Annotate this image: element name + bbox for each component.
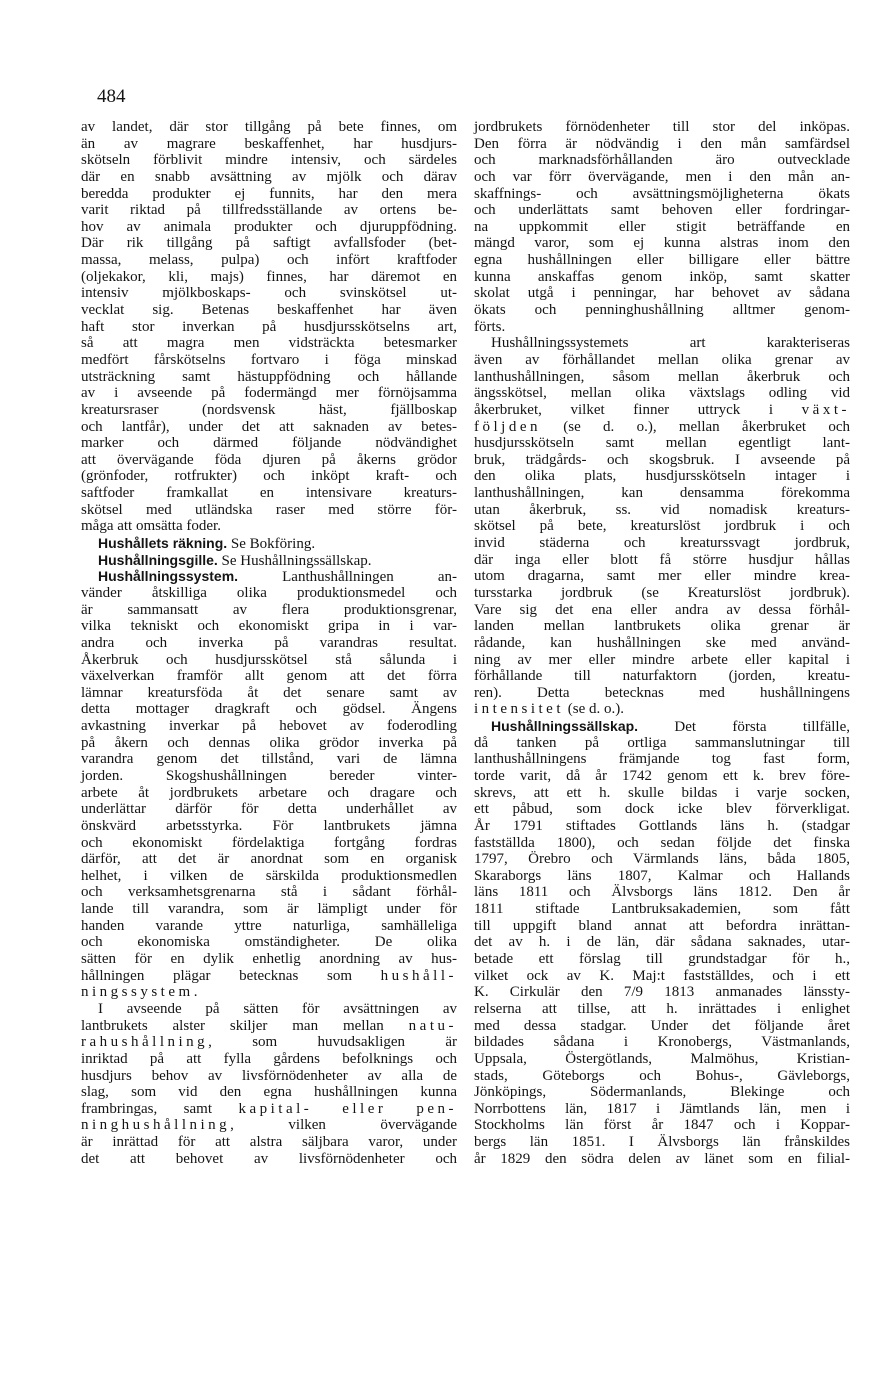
line-text: tursstarka jordbruk (se Kreaturslöst jordbruk). <box>474 584 850 601</box>
line-text: den olika plats, husdjursskötseln intager i <box>474 468 850 485</box>
text-line <box>81 319 457 336</box>
line-text: då tanken på ortliga sammanslutningar till <box>474 734 850 751</box>
text-line <box>474 252 850 269</box>
text-line <box>474 468 850 485</box>
text-line <box>81 685 457 702</box>
text-line <box>474 269 850 286</box>
text-line <box>474 884 850 901</box>
text-line <box>474 319 850 336</box>
line-text: slag, som vid den egna hushållningen kunna <box>81 1084 457 1101</box>
text-line <box>81 252 457 269</box>
entry-line <box>81 535 457 552</box>
text-line <box>474 785 850 802</box>
entry-line <box>81 568 457 585</box>
text-line <box>81 968 457 985</box>
line-text: Stockholms län först år 1847 och i Koppar- <box>474 1117 850 1134</box>
line-text: Där rik tillgång på saftigt avfallsfoder (bet- <box>81 235 457 252</box>
line-text: än av magrare beskaffenhet, har husdjurs- <box>81 135 457 152</box>
text-line <box>81 818 457 835</box>
line-text: torde varit, då år 1742 genom ett k. brev före- <box>474 767 850 784</box>
text-line <box>474 535 850 552</box>
line-text: skaffnings- och avsättningsmöjligheterna ökats <box>474 185 850 202</box>
text-line <box>474 901 850 918</box>
line-text: hållningen plägar betecknas som <box>81 967 381 984</box>
text-line <box>81 602 457 619</box>
spaced-term: kapital- eller pen- <box>238 1100 457 1117</box>
text-line <box>81 202 457 219</box>
text-line <box>474 585 850 602</box>
text-line <box>474 685 850 702</box>
text-line <box>474 1101 850 1118</box>
text-line <box>474 984 850 1001</box>
text-line <box>81 901 457 918</box>
text-line <box>474 352 850 369</box>
text-line <box>474 136 850 153</box>
line-text: på åkern och dennas olika grödor inverka på <box>81 734 457 751</box>
line-text: avkastning inverkar på hebovet av foderodling <box>81 718 457 735</box>
line-text: utsträckning samt hästuppfödning och hållande <box>81 368 457 385</box>
line-text: medfört fårskötselns fortvaro i föga minskad <box>81 351 457 368</box>
text-line <box>474 1051 850 1068</box>
line-text: (oljekakor, kli, majs) finnes, har däremot en <box>81 268 457 285</box>
line-text: lanthushållningens främjande tog fast form, <box>474 751 850 768</box>
text-line <box>474 1084 850 1101</box>
line-text: beredda produkter ej funnits, har den mera <box>81 185 457 202</box>
line-text: skrevs, att ett h. skulle bildas i varje socken, <box>474 784 850 801</box>
line-text: sätten för en dylik enhetlig anordning av hus- <box>81 951 457 968</box>
line-text: lande till varandra, som är lämpligt under för <box>81 901 457 918</box>
line-text: betade ett förslag till grundstadgar för h., <box>474 951 850 968</box>
line-text: Lanthushållningen an- <box>238 569 457 586</box>
line-text: Skaraborgs läns 1807, Kalmar och Hallands <box>474 867 850 884</box>
text-line <box>81 302 457 319</box>
text-line <box>474 868 850 885</box>
line-text: hov av animala produkter och djuruppfödning. <box>81 218 457 235</box>
line-text: K. Cirkulär den 7/9 1813 anmanades länssty- <box>474 984 850 1001</box>
text-column-left <box>81 119 457 1167</box>
line-text: vilket ock av K. Maj:t fastställdes, och i ett <box>474 967 850 984</box>
line-text: jordbrukets förnödenheter till stor del inköpas. <box>474 119 850 135</box>
line-text: vecklat sig. Betenas beskaffenhet har även <box>81 302 457 319</box>
text-line <box>474 1151 850 1168</box>
text-line <box>81 502 457 519</box>
line-text: utom dragarna, samt mer eller mindre krea- <box>474 568 850 585</box>
text-line <box>81 1084 457 1101</box>
text-line <box>81 485 457 502</box>
line-text: lämnar kreatursföda åt det senare samt av <box>81 684 457 701</box>
text-line <box>81 1151 457 1168</box>
text-line <box>474 1001 850 1018</box>
line-text: utan åkerbruk, ss. vid nomadisk kreaturs- <box>474 501 850 518</box>
line-text: År 1791 stiftades Gottlands läns h. (stadgar <box>474 817 850 834</box>
text-line <box>474 818 850 835</box>
line-text: år 1829 den södra delen av länet som en filial- <box>474 1150 850 1167</box>
page-number: 484 <box>97 86 126 107</box>
text-line <box>474 835 850 852</box>
text-line <box>474 851 850 868</box>
headword: Hushållningsgille. <box>98 551 218 568</box>
text-line <box>81 119 457 136</box>
text-line <box>474 502 850 519</box>
line-text: läns 1811 och Älvsborgs läns 1812. Den år <box>474 884 850 901</box>
text-line <box>474 652 850 669</box>
line-text: även av förhållandet mellan olika grenar av <box>474 351 850 368</box>
line-text: där en snabb avsättning av mjölk och därav <box>81 168 457 185</box>
line-text: Det första tillfälle, <box>638 719 850 736</box>
line-text-tail: , som huvudsakligen är <box>208 1034 457 1051</box>
text-line <box>474 202 850 219</box>
line-text: I avseende på sätten för avsättningen av <box>98 1000 457 1017</box>
text-line <box>81 402 457 419</box>
text-line <box>81 984 457 1001</box>
line-text: och var förr övervägande, men i den mån an- <box>474 168 850 185</box>
line-text: Hushållningssystemets art karakteriseras <box>491 335 850 352</box>
line-text: Den förra är nödvändig i den mån samfärdsel <box>474 135 850 152</box>
line-text: av i avseende på fodermängd mer förnöjsamma <box>81 385 457 402</box>
spaced-term: ningssystem <box>81 984 194 1001</box>
line-text: relserna att tillse, att h. inrättades i enlighet <box>474 1000 850 1017</box>
text-line <box>474 302 850 319</box>
line-text: så att magra men vidsträckta betesmarker <box>81 335 457 352</box>
line-text: med dessa stadgar. Under det följande året <box>474 1017 850 1034</box>
line-text: ren). Detta betecknas med hushållningens <box>474 684 850 701</box>
line-text: 1797, Örebro och Värmlands läns, båda 1805, <box>474 851 850 868</box>
line-text: ängsskötsel, mellan olika växtslags odling vid <box>474 385 850 402</box>
line-text: och lantfår), under det att saknaden av betes- <box>81 418 457 435</box>
line-text: att övervägande föda djuren på åkerns grödor <box>81 451 457 468</box>
line-text: Uppsala, Östergötlands, Malmöhus, Kristian- <box>474 1050 850 1067</box>
line-text: av landet, där stor tillgång på bete finnes, om <box>81 119 457 135</box>
line-text: bergs län 1851. I Älvsborgs län frånskildes <box>474 1134 850 1151</box>
text-line <box>81 934 457 951</box>
line-text: lantbrukets alster skiljer man mellan <box>81 1017 409 1034</box>
line-text: stads, Göteborgs och Bohus-, Gävleborgs, <box>474 1067 850 1084</box>
line-text: husdjurs behov av livsförnödenheter av alla de <box>81 1067 457 1084</box>
text-line <box>81 585 457 602</box>
text-line <box>474 186 850 203</box>
text-line <box>474 934 850 951</box>
text-line <box>474 219 850 236</box>
line-text: och underlättats samt behoven eller fordringar- <box>474 202 850 219</box>
line-text: och verksamhetsgrenarna stå i sådant förhål- <box>81 884 457 901</box>
headword: Hushållningssystem. <box>98 568 239 585</box>
spaced-term: rahushållning <box>81 1034 209 1051</box>
spaced-term: växt- <box>801 401 850 418</box>
line-text-tail: (se d. o.). <box>564 701 624 718</box>
text-line <box>81 1134 457 1151</box>
text-line <box>474 918 850 935</box>
line-text: varit riktad på tillfredsställande av ortens be- <box>81 202 457 219</box>
line-text: invid städerna och kreaturssvagt jordbruk, <box>474 535 850 552</box>
spaced-term: hushåll- <box>380 967 457 984</box>
line-text: na uppkommit eller stigit beträffande en <box>474 218 850 235</box>
text-line <box>81 1101 457 1118</box>
line-text: Åkerbruk och husdjursskötsel stå sålunda i <box>81 651 457 668</box>
text-line <box>81 369 457 386</box>
line-text: åkerbruket, vilket finner uttryck i <box>474 401 802 418</box>
line-text: Jönköpings, Södermanlands, Blekinge och <box>474 1084 850 1101</box>
text-line <box>81 1034 457 1051</box>
line-text: varandra genom det tillstånd, vari de lämna <box>81 751 457 768</box>
line-text: detta mottager dragkraft och gödsel. Ängens <box>81 701 457 718</box>
text-column-right <box>474 119 850 1167</box>
line-text: bruk, trädgårds- och skogsbruk. I avseende på <box>474 451 850 468</box>
text-line <box>81 152 457 169</box>
spaced-term: följden <box>474 418 541 435</box>
line-text: Vare sig det ena eller andra av dessa förhål- <box>474 601 850 618</box>
line-text: mängd varor, som ej kunna alstras inom den <box>474 235 850 252</box>
text-line <box>81 785 457 802</box>
line-text: skolat utgå i penningar, har behovet av sådana <box>474 285 850 302</box>
text-line <box>81 835 457 852</box>
line-text: Norrbottens län, 1817 i Jämtlands län, men i <box>474 1100 850 1117</box>
line-text: vilka tekniskt och ekonomiskt gripa in i var- <box>81 618 457 635</box>
text-line <box>81 735 457 752</box>
text-line <box>81 468 457 485</box>
line-text: vänder åtskilliga olika produktionsmedel och <box>81 584 457 601</box>
text-line <box>81 136 457 153</box>
line-text: haft stor inverkan på husdjursskötselns art, <box>81 318 457 335</box>
text-line <box>474 402 850 419</box>
text-line <box>474 1068 850 1085</box>
line-text: frambringas, samt <box>81 1100 239 1117</box>
text-line <box>474 385 850 402</box>
line-text: andra och inverka på varandras resultat. <box>81 634 457 651</box>
line-text: 1811 stiftade Lantbruksakademien, som fått <box>474 901 850 918</box>
text-line <box>474 435 850 452</box>
text-line <box>81 951 457 968</box>
line-text: Se Bokföring. <box>227 536 316 553</box>
line-text: skötseln förblivit mindre intensiv, och särdeles <box>81 152 457 169</box>
text-line <box>81 884 457 901</box>
headword: Hushållningssällskap. <box>491 718 639 735</box>
text-line <box>81 219 457 236</box>
text-line <box>474 768 850 785</box>
text-line <box>81 452 457 469</box>
line-text-tail: (se d. o.), mellan åkerbruket och <box>541 418 850 435</box>
text-line <box>474 1018 850 1035</box>
line-text: ning av mer eller mindre arbete eller kapital i <box>474 651 850 668</box>
text-line <box>474 618 850 635</box>
text-line <box>474 518 850 535</box>
line-text: saftfoder framkallat en intensivare kreaturs- <box>81 485 457 502</box>
spaced-term: natu- <box>408 1017 457 1034</box>
line-text: ett påbud, som dock icke blev förverkligat. <box>474 801 850 818</box>
text-line <box>81 1018 457 1035</box>
line-text: kreatursraser (nordsvensk häst, fjällboskap <box>81 401 457 418</box>
line-text: skötsel med utländska raser med större för- <box>81 501 457 518</box>
line-text: ökats och penninghushållning alltmer genom- <box>474 302 850 319</box>
text-line <box>81 335 457 352</box>
line-text: handen varande yttre naturliga, samhälleliga <box>81 917 457 934</box>
line-text: är inrättad för att alstra säljbara varor, under <box>81 1134 457 1151</box>
line-text: arbete åt jordbrukets arbetare och dragare och <box>81 784 457 801</box>
text-line <box>474 369 850 386</box>
text-line <box>474 419 850 436</box>
text-line <box>81 419 457 436</box>
text-line <box>81 186 457 203</box>
text-line <box>81 518 457 535</box>
spaced-term: ninghushållning <box>81 1117 231 1134</box>
line-text: skötsel på bete, kreaturslöst jordbruk i och <box>474 518 850 535</box>
text-line <box>474 951 850 968</box>
text-line <box>81 1001 457 1018</box>
text-line <box>81 851 457 868</box>
text-line <box>81 918 457 935</box>
text-line <box>81 1068 457 1085</box>
line-text: rådande, kan hushållningen ske med använd- <box>474 634 850 651</box>
line-text: är sammansatt av flera produktionsgrenar, <box>81 601 457 618</box>
text-line <box>474 1034 850 1051</box>
line-text-tail: . <box>193 984 198 1001</box>
line-text: intensiv mjölkboskaps- och svinskötsel ut- <box>81 285 457 302</box>
line-text: måga att omsätta foder. <box>81 518 221 535</box>
line-text: kunna anskaffas genom inköp, samt skatter <box>474 268 850 285</box>
entry-line <box>474 718 850 735</box>
text-line <box>81 618 457 635</box>
line-text: och ekonomiska omständigheter. De olika <box>81 934 457 951</box>
line-text: underlättar därför för detta underhållet av <box>81 801 457 818</box>
line-text: och marknadsförhållanden äro outvecklade <box>474 152 850 169</box>
line-text: marker och därmed följande nödvändighet <box>81 435 457 452</box>
line-text: och ekonomiskt fördelaktiga fortgång fordras <box>81 834 457 851</box>
line-text: jorden. Skogshushållningen bereder vinter- <box>81 767 457 784</box>
text-line <box>81 868 457 885</box>
spaced-term: intensitet <box>474 701 564 718</box>
text-line <box>81 751 457 768</box>
text-line <box>474 169 850 186</box>
text-line <box>474 152 850 169</box>
line-text: förhållande till naturfaktorn (jorden, kreatu- <box>474 668 850 685</box>
text-line <box>474 119 850 136</box>
line-text: växelverkan framför allt genom att det förra <box>81 668 457 685</box>
text-line <box>81 269 457 286</box>
text-line <box>474 235 850 252</box>
text-line <box>81 435 457 452</box>
entry-line <box>81 552 457 569</box>
line-text: önskvärd arbetsstyrka. För lantbrukets jämna <box>81 817 457 834</box>
text-line <box>474 1117 850 1134</box>
line-text: egna hushållningen eller billigare eller bättre <box>474 252 850 269</box>
line-text: husdjursskötseln samt mellan egentligt lant- <box>474 435 850 452</box>
text-line <box>81 169 457 186</box>
line-text: det av h. i de län, där sådana saknades, utar- <box>474 934 850 951</box>
text-line <box>81 801 457 818</box>
text-line <box>474 801 850 818</box>
text-line <box>81 235 457 252</box>
text-line <box>81 668 457 685</box>
line-text: (grönfoder, rotfrukter) och inköpt kraft- och <box>81 468 457 485</box>
line-text: fastställda 1800), och sedan följde det finska <box>474 834 850 851</box>
text-line <box>81 285 457 302</box>
text-line <box>81 701 457 718</box>
text-line <box>474 602 850 619</box>
text-line <box>474 735 850 752</box>
line-text: till uppgift bland annat att befordra inrättan- <box>474 917 850 934</box>
text-line <box>474 668 850 685</box>
text-line <box>81 352 457 369</box>
line-text: lanthushållningen, såsom mellan åkerbruk och <box>474 368 850 385</box>
text-line <box>81 652 457 669</box>
line-text: förts. <box>474 318 506 335</box>
text-line <box>474 701 850 718</box>
text-line <box>474 452 850 469</box>
line-text: där inga eller blott få större husdjur hållas <box>474 551 850 568</box>
text-line <box>81 718 457 735</box>
text-line <box>81 385 457 402</box>
text-line <box>474 1134 850 1151</box>
line-text: helhet, i vilken de särskilda produktionsmedlen <box>81 867 457 884</box>
text-line <box>81 1117 457 1134</box>
line-text: därför, att det är anordnat som en organisk <box>81 851 457 868</box>
line-text: lanthushållningen, kan densamma förekomma <box>474 485 850 502</box>
line-text: massa, melass, pulpa) och infört kraftfoder <box>81 252 457 269</box>
text-line <box>474 335 850 352</box>
line-text: landen mellan lantbrukets olika grenar är <box>474 618 850 635</box>
line-text: inriktad på att fylla gårdens befolknings och <box>81 1050 457 1067</box>
line-text: Se Hushållningssällskap. <box>217 552 372 569</box>
text-line <box>474 552 850 569</box>
text-line <box>474 285 850 302</box>
line-text: det att behovet av livsförnödenheter och <box>81 1150 457 1167</box>
text-line <box>474 635 850 652</box>
text-line <box>81 635 457 652</box>
headword: Hushållets räkning. <box>98 535 228 552</box>
text-line <box>81 1051 457 1068</box>
text-line <box>474 568 850 585</box>
text-line <box>474 751 850 768</box>
text-line <box>474 485 850 502</box>
line-text: bildades sådana i Kronobergs, Västmanlands, <box>474 1034 850 1051</box>
text-line <box>81 768 457 785</box>
text-line <box>474 968 850 985</box>
line-text-tail: , vilken övervägande <box>230 1117 457 1134</box>
